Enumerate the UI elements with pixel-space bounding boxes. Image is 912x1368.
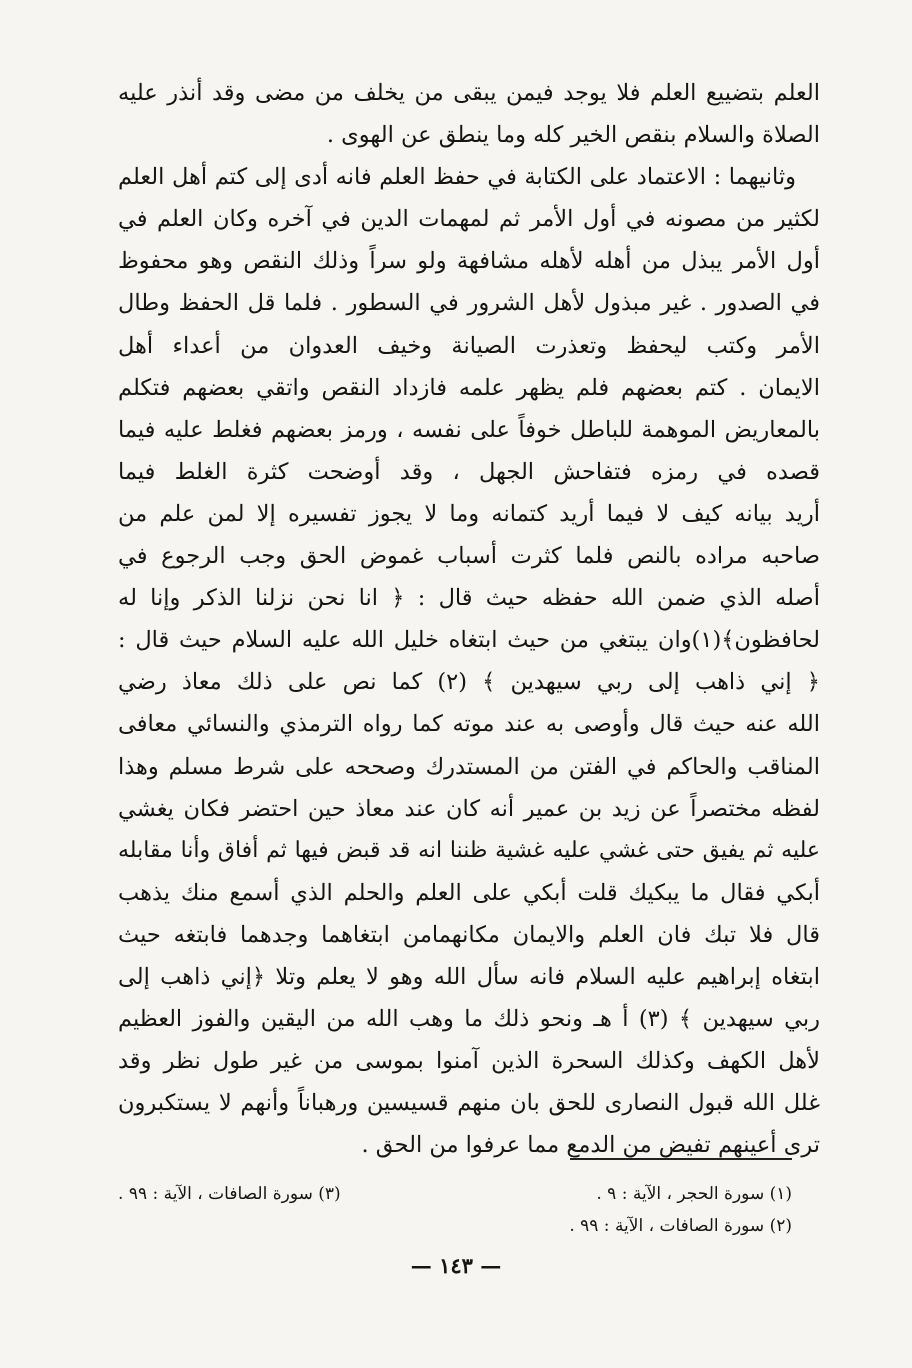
text-line: ربي سيهدين ﴾ (٣) أ هـ ونحو ذلك ما وهب الله من اليقين والفوز العظيم <box>118 1006 820 1033</box>
text-line: صاحبه مراده بالنص فلما كثرت أسباب غموض الحق وجب الرجوع في <box>118 543 820 570</box>
text-line: الصلاة والسلام بنقص الخير كله وما ينطق عن الهوى . <box>326 122 820 149</box>
text-line: أريد بيانه كيف لا فيما أريد كتمانه وما لا يجوز تفسيره إلا لمن علم من <box>118 500 820 527</box>
text-line: وثانيهما : الاعتماد على الكتابة في حفظ العلم فانه أدى إلى كتم أهل العلم <box>118 164 796 191</box>
text-line: أبكي فقال ما يبكيك قلت أبكي على العلم والحلم الذي أسمع منك يذهب <box>118 879 820 906</box>
text-line: لكثير من مصونه في أول الأمر ثم لمهمات الدين في آخره وكان العلم في <box>118 206 820 233</box>
footnote-row <box>118 1178 792 1210</box>
main-text <box>118 72 820 1166</box>
text-line: أصله الذي ضمن الله حفظه حيث قال : ﴿ انا نحن نزلنا الذكر وإنا له <box>118 585 820 612</box>
text-line: بالمعاريض الموهمة للباطل خوفاً على نفسه ، ورمز بعضهم فغلط عليه فيما <box>118 416 820 443</box>
text-line: الأمر وكتب ليحفظ وتعذرت الصيانة وخيف العدوان من أعداء أهل <box>118 332 820 359</box>
text-line: قصده في رمزه فتفاحش الجهل ، وقد أوضحت كثرة الغلط فيما <box>118 458 820 485</box>
text-line: لحافظون﴾(١)وان يبتغي من حيث ابتغاه خليل الله عليه السلام حيث قال : <box>118 627 820 654</box>
text-line: غلل الله قبول النصارى للحق بان منهم قسيسين ورهباناً وأنهم لا يستكبرون <box>118 1090 820 1117</box>
text-line: عليه ثم يفيق حتى غشي عليه غشية ظننا انه قد قبض فيها ثم أفاق وأنا مقابله <box>118 837 820 863</box>
text-line: قال فلا تبك فان العلم والايمان مكانهمامن ابتغاهما وجدهما فابتغه حيث <box>118 921 820 948</box>
text-line: في الصدور . غير مبذول لأهل الشرور في السطور . فلما قل الحفظ وطال <box>118 290 820 317</box>
footnote-separator <box>570 1158 792 1160</box>
text-line: لأهل الكهف وكذلك السحرة الذين آمنوا بموسى من غير طول نظر وقد <box>118 1048 820 1075</box>
text-line: ﴿ إني ذاهب إلى ربي سيهدين ﴾ (٢) كما نص على ذلك معاذ رضي <box>118 669 820 696</box>
footnote-row <box>118 1210 792 1242</box>
footnotes <box>118 1178 792 1242</box>
text-line: الله عنه حيث قال وأوصى به عند موته كما رواه الترمذي والنسائي معافى <box>118 711 820 738</box>
footnote-3: (٣) سورة الصافات ، الآية : ٩٩ . <box>118 1184 341 1204</box>
text-line: ترى أعينهم تفيض من الدمع مما عرفوا من الحق . <box>361 1132 820 1159</box>
page-number: — ١٤٣ — <box>410 1253 502 1278</box>
text-line: العلم بتضييع العلم فلا يوجد فيمن يبقى من يخلف من مضى وقد أنذر عليه <box>118 80 820 106</box>
text-line: المناقب والحاكم في الفتن من المستدرك وصححه على شرط مسلم وهذا <box>118 753 820 780</box>
footnote-1: (١) سورة الحجر ، الآية : ٩ . <box>596 1184 792 1204</box>
text-line: ابتغاه إبراهيم عليه السلام فانه سأل الله وهو لا يعلم وتلا ﴿إني ذاهب إلى <box>118 963 820 990</box>
footnote-2: (٢) سورة الصافات ، الآية : ٩٩ . <box>569 1216 792 1236</box>
text-line: الايمان . كتم بعضهم فلم يظهر علمه فازداد النقص واتقي بعضهم فتكلم <box>118 374 820 401</box>
text-line: لفظه مختصراً عن زيد بن عمير أنه كان عند معاذ حين احتضر فكان يغشي <box>118 795 820 822</box>
text-line: أول الأمر يبذل من أهله لأهله مشافهة ولو سراً وذلك النقص وهو محفوظ <box>118 248 820 275</box>
